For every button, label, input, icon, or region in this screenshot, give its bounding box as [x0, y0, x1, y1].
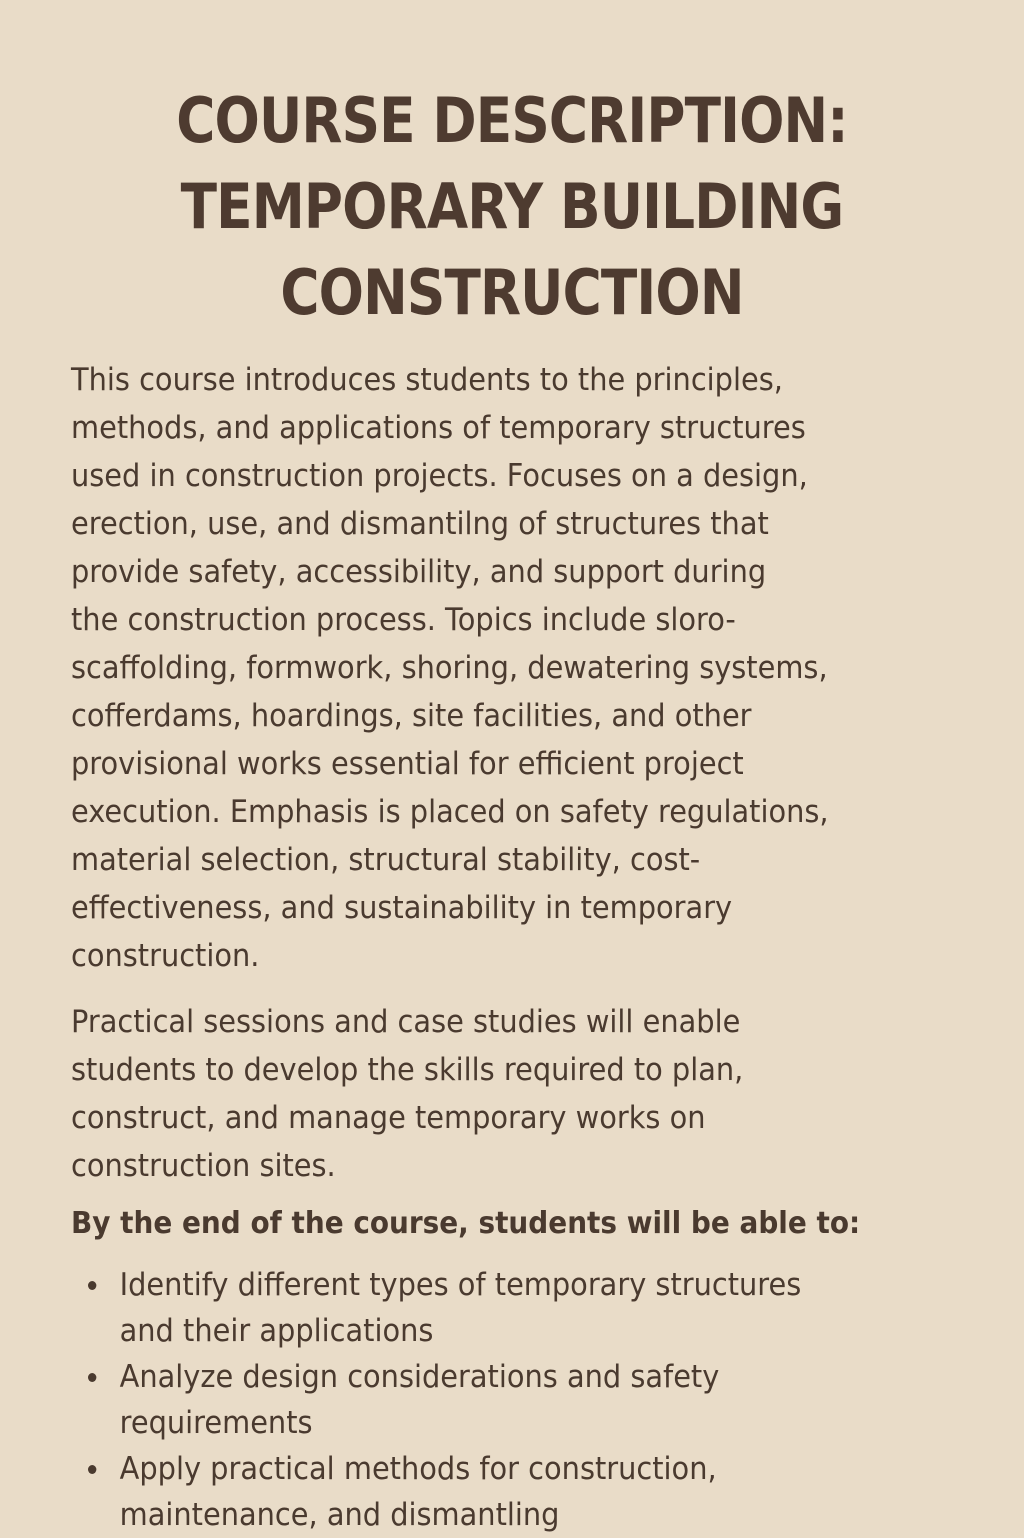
text-line: requirements [119, 1405, 313, 1441]
title-line: COURSE DESCRIPTION: [176, 84, 848, 157]
text-line: used in construction projects. Focuses on a design, [71, 458, 808, 494]
text-line: Practical sessions and case studies will enable [71, 1004, 741, 1040]
description-paragraph [71, 356, 964, 980]
practical-paragraph [71, 998, 964, 1190]
text-line: the construction process. Topics include sloro- [71, 602, 736, 638]
list-item [88, 1354, 801, 1446]
bullet-icon [88, 1465, 96, 1474]
title-line: TEMPORARY BUILDING [180, 170, 844, 243]
text-line: material selection, structural stability, cost- [71, 842, 701, 878]
text-line: Apply practical methods for construction, [119, 1451, 717, 1487]
text-line: construction sites. [71, 1148, 336, 1184]
text-line: execution. Emphasis is placed on safety regulations, [71, 794, 829, 830]
text-line: and their applications [119, 1313, 434, 1349]
text-line: construct, and manage temporary works on [71, 1100, 706, 1136]
text-line: This course introduces students to the principles, [71, 362, 783, 398]
course-description [71, 356, 971, 1208]
bullet-icon [88, 1281, 96, 1290]
text-line: cofferdams, hoardings, site facilities, and other [71, 698, 752, 734]
text-line: provisional works essential for efficient project [71, 746, 744, 782]
text-line: Identify different types of temporary structures [119, 1267, 802, 1303]
outcomes-heading: By the end of the course, students will be able to: [71, 1206, 861, 1241]
page-title [72, 78, 953, 336]
text-line: methods, and applications of temporary structures [71, 410, 806, 446]
list-item [88, 1446, 801, 1538]
text-line: scaffolding, formwork, shoring, dewatering systems, [71, 650, 828, 686]
text-line: Analyze design considerations and safety [119, 1359, 720, 1395]
bullet-icon [88, 1373, 96, 1382]
text-line: construction. [71, 938, 260, 974]
list-item [88, 1262, 801, 1354]
text-line: provide safety, accessibility, and support during [71, 554, 767, 590]
title-line: CONSTRUCTION [280, 256, 744, 329]
text-line: students to develop the skills required to plan, [71, 1052, 744, 1088]
text-line: maintenance, and dismantling [119, 1497, 560, 1533]
text-line: effectiveness, and sustainability in temporary [71, 890, 733, 926]
text-line: erection, use, and dismantilng of structures that [71, 506, 769, 542]
outcomes-list [88, 1262, 801, 1538]
